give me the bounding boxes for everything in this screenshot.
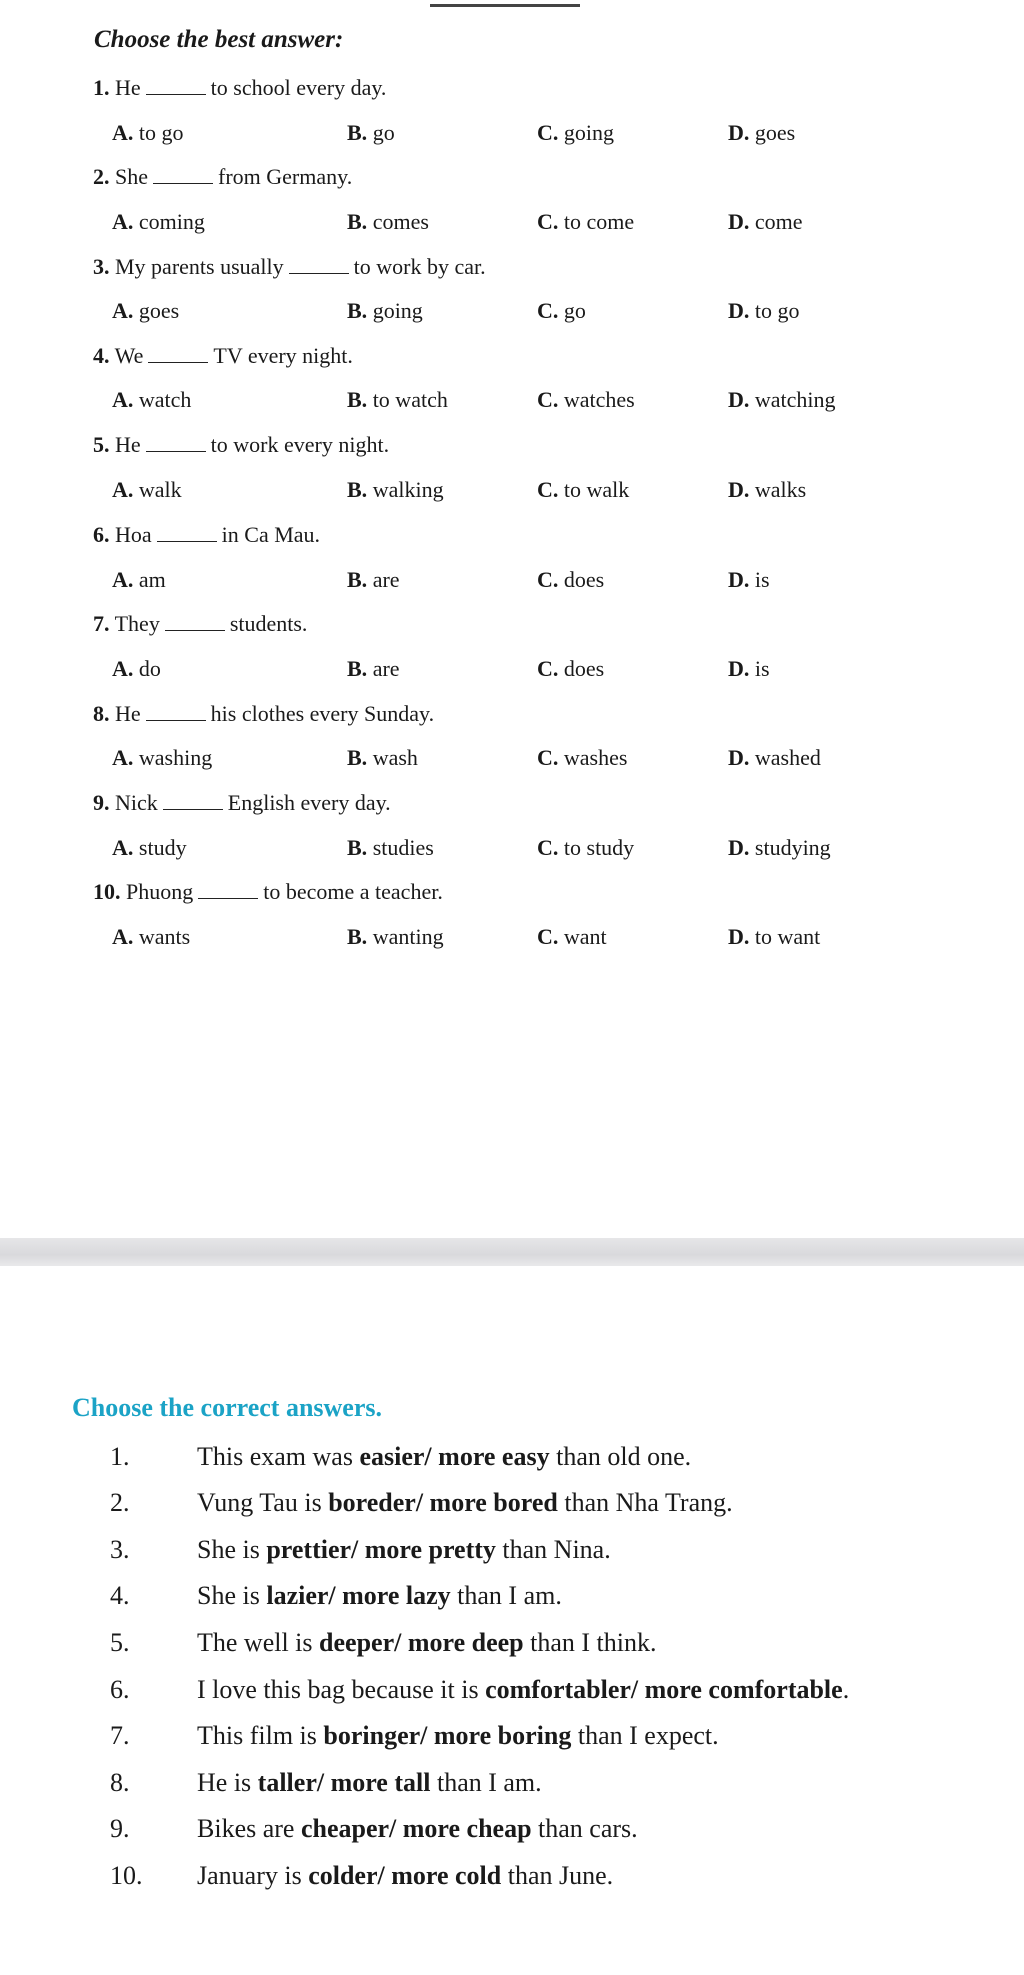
options-row-2 <box>0 209 1024 239</box>
answer-choices[interactable]: cheaper/ more cheap <box>300 1814 532 1843</box>
item-sentence: He is taller/ more tall than I am. <box>197 1768 542 1797</box>
answer-choices[interactable]: taller/ more tall <box>257 1768 431 1797</box>
option-c[interactable]: C. watches <box>537 387 635 412</box>
option-a[interactable]: A. goes <box>112 298 180 323</box>
option-d[interactable]: D. come <box>728 209 803 234</box>
option-b[interactable]: B. walking <box>347 477 444 502</box>
answer-choices[interactable]: boringer/ more boring <box>323 1721 572 1750</box>
question-number: 5. <box>93 432 110 457</box>
comparison-item <box>0 1721 1024 1755</box>
question-number: 6. <box>93 522 110 547</box>
section-one-title: Choose the best answer: <box>94 26 344 53</box>
item-number: 4. <box>110 1581 130 1610</box>
answer-choices[interactable]: comfortabler/ more comfortable <box>485 1675 843 1704</box>
option-a[interactable]: A. watch <box>112 387 192 412</box>
worksheet-page-two <box>0 1266 1024 1975</box>
option-c[interactable]: C. go <box>537 298 586 323</box>
comparison-item <box>0 1535 1024 1569</box>
option-c[interactable]: C. going <box>537 120 615 145</box>
options-row-5 <box>0 477 1024 507</box>
question-stem-after: in Ca Mau. <box>221 522 321 547</box>
item-sentence: January is colder/ more cold than June. <box>197 1861 614 1890</box>
answer-blank <box>146 433 206 452</box>
comparison-item <box>0 1814 1024 1848</box>
item-number: 2. <box>110 1488 130 1517</box>
option-c[interactable]: C. does <box>537 567 605 592</box>
option-d[interactable]: D. watching <box>728 387 836 412</box>
answer-blank <box>165 612 225 631</box>
option-b[interactable]: B. are <box>347 656 400 681</box>
option-a[interactable]: A. am <box>112 567 166 592</box>
item-number: 3. <box>110 1535 130 1564</box>
option-a[interactable]: A. do <box>112 656 161 681</box>
answer-blank <box>146 702 206 721</box>
options-row-1 <box>0 120 1024 150</box>
question-6 <box>93 522 320 548</box>
question-number: 10. <box>93 879 121 904</box>
item-number: 7. <box>110 1721 130 1750</box>
question-stem-before: She <box>115 164 148 189</box>
answer-blank <box>148 344 208 363</box>
question-4 <box>93 343 353 369</box>
question-number: 9. <box>93 790 110 815</box>
option-a[interactable]: A. coming <box>112 209 205 234</box>
question-stem-before: He <box>115 75 141 100</box>
comparison-item <box>0 1488 1024 1522</box>
item-number: 8. <box>110 1768 130 1797</box>
options-row-10 <box>0 924 1024 954</box>
option-a[interactable]: A. walk <box>112 477 182 502</box>
answer-choices[interactable]: deeper/ more deep <box>319 1628 524 1657</box>
question-number: 3. <box>93 254 110 279</box>
cropped-heading-fragment <box>430 0 580 7</box>
answer-blank <box>198 880 258 899</box>
question-1 <box>93 75 386 101</box>
item-number: 5. <box>110 1628 130 1657</box>
comparison-item <box>0 1628 1024 1662</box>
item-number: 6. <box>110 1675 130 1704</box>
item-sentence: This exam was easier/ more easy than old one. <box>197 1442 692 1471</box>
option-c[interactable]: C. to walk <box>537 477 630 502</box>
option-b[interactable]: B. go <box>347 120 395 145</box>
answer-choices[interactable]: colder/ more cold <box>308 1861 502 1890</box>
item-sentence: Bikes are cheaper/ more cheap than cars. <box>197 1814 638 1843</box>
option-d[interactable]: D. studying <box>728 835 831 860</box>
comparison-item <box>0 1581 1024 1615</box>
options-row-3 <box>0 298 1024 328</box>
options-row-7 <box>0 656 1024 686</box>
question-stem-after: to work every night. <box>210 432 390 457</box>
answer-blank <box>146 76 206 95</box>
question-stem-after: to become a teacher. <box>263 879 443 904</box>
question-8 <box>93 701 434 727</box>
option-d[interactable]: D. washed <box>728 745 821 770</box>
page-divider <box>0 1238 1024 1266</box>
option-d[interactable]: D. is <box>728 656 770 681</box>
option-a[interactable]: A. to go <box>112 120 184 145</box>
option-a[interactable]: A. wants <box>112 924 191 949</box>
answer-blank <box>153 165 213 184</box>
item-sentence: The well is deeper/ more deep than I think. <box>197 1628 657 1657</box>
item-number: 1. <box>110 1442 130 1471</box>
question-number: 1. <box>93 75 110 100</box>
options-row-9 <box>0 835 1024 865</box>
option-b[interactable]: B. wash <box>347 745 418 770</box>
option-c[interactable]: C. washes <box>537 745 628 770</box>
option-d[interactable]: D. to want <box>728 924 821 949</box>
question-number: 2. <box>93 164 110 189</box>
item-number: 10. <box>110 1861 143 1890</box>
comparison-item <box>0 1675 1024 1709</box>
question-stem-before: Hoa <box>115 522 152 547</box>
option-c[interactable]: C. to study <box>537 835 635 860</box>
answer-blank <box>163 791 223 810</box>
question-10 <box>93 879 443 905</box>
option-a[interactable]: A. washing <box>112 745 213 770</box>
question-stem-after: English every day. <box>227 790 391 815</box>
question-number: 7. <box>93 611 110 636</box>
question-3 <box>93 254 486 280</box>
item-sentence: She is lazier/ more lazy than I am. <box>197 1581 562 1610</box>
question-stem-after: to work by car. <box>353 254 486 279</box>
question-stem-before: My parents usually <box>115 254 284 279</box>
comparison-item <box>0 1442 1024 1476</box>
options-row-8 <box>0 745 1024 775</box>
item-sentence: She is prettier/ more pretty than Nina. <box>197 1535 611 1564</box>
question-stem-after: his clothes every Sunday. <box>210 701 435 726</box>
question-stem-before: Phuong <box>126 879 194 904</box>
question-5 <box>93 432 389 458</box>
cropped-header <box>0 0 1024 8</box>
options-row-4 <box>0 387 1024 417</box>
question-stem-before: They <box>114 611 160 636</box>
option-b[interactable]: B. to watch <box>347 387 448 412</box>
option-b[interactable]: B. studies <box>347 835 434 860</box>
option-b[interactable]: B. wanting <box>347 924 444 949</box>
question-9 <box>93 790 391 816</box>
question-stem-after: from Germany. <box>218 164 353 189</box>
question-stem-after: students. <box>229 611 308 636</box>
item-number: 9. <box>110 1814 130 1843</box>
option-d[interactable]: D. goes <box>728 120 796 145</box>
comparison-item <box>0 1768 1024 1802</box>
answer-choices[interactable]: prettier/ more pretty <box>266 1535 496 1564</box>
option-d[interactable]: D. to go <box>728 298 800 323</box>
question-stem-before: He <box>115 432 141 457</box>
question-number: 8. <box>93 701 110 726</box>
option-d[interactable]: D. walks <box>728 477 807 502</box>
question-stem-after: TV every night. <box>213 343 353 368</box>
item-sentence: This film is boringer/ more boring than I expect. <box>197 1721 719 1750</box>
options-row-6 <box>0 567 1024 597</box>
question-stem-after: to school every day. <box>210 75 387 100</box>
answer-blank <box>289 255 349 274</box>
answer-choices[interactable]: lazier/ more lazy <box>266 1581 451 1610</box>
question-2 <box>93 164 352 190</box>
option-c[interactable]: C. does <box>537 656 605 681</box>
option-a[interactable]: A. study <box>112 835 187 860</box>
option-c[interactable]: C. to come <box>537 209 635 234</box>
question-stem-before: We <box>114 343 144 368</box>
answer-blank <box>157 523 217 542</box>
answer-choices[interactable]: boreder/ more bored <box>328 1488 558 1517</box>
option-b[interactable]: B. are <box>347 567 400 592</box>
option-b[interactable]: B. comes <box>347 209 429 234</box>
option-c[interactable]: C. want <box>537 924 607 949</box>
item-sentence: I love this bag because it is comfortabler/ more comfortable. <box>197 1675 850 1704</box>
question-stem-before: He <box>115 701 141 726</box>
comparison-item <box>0 1861 1024 1895</box>
question-stem-before: Nick <box>115 790 158 815</box>
answer-choices[interactable]: easier/ more easy <box>359 1442 550 1471</box>
option-d[interactable]: D. is <box>728 567 770 592</box>
section-two-title: Choose the correct answers. <box>72 1393 382 1422</box>
question-number: 4. <box>93 343 110 368</box>
item-sentence: Vung Tau is boreder/ more bored than Nha Trang. <box>197 1488 733 1517</box>
option-b[interactable]: B. going <box>347 298 423 323</box>
question-7 <box>93 611 307 637</box>
